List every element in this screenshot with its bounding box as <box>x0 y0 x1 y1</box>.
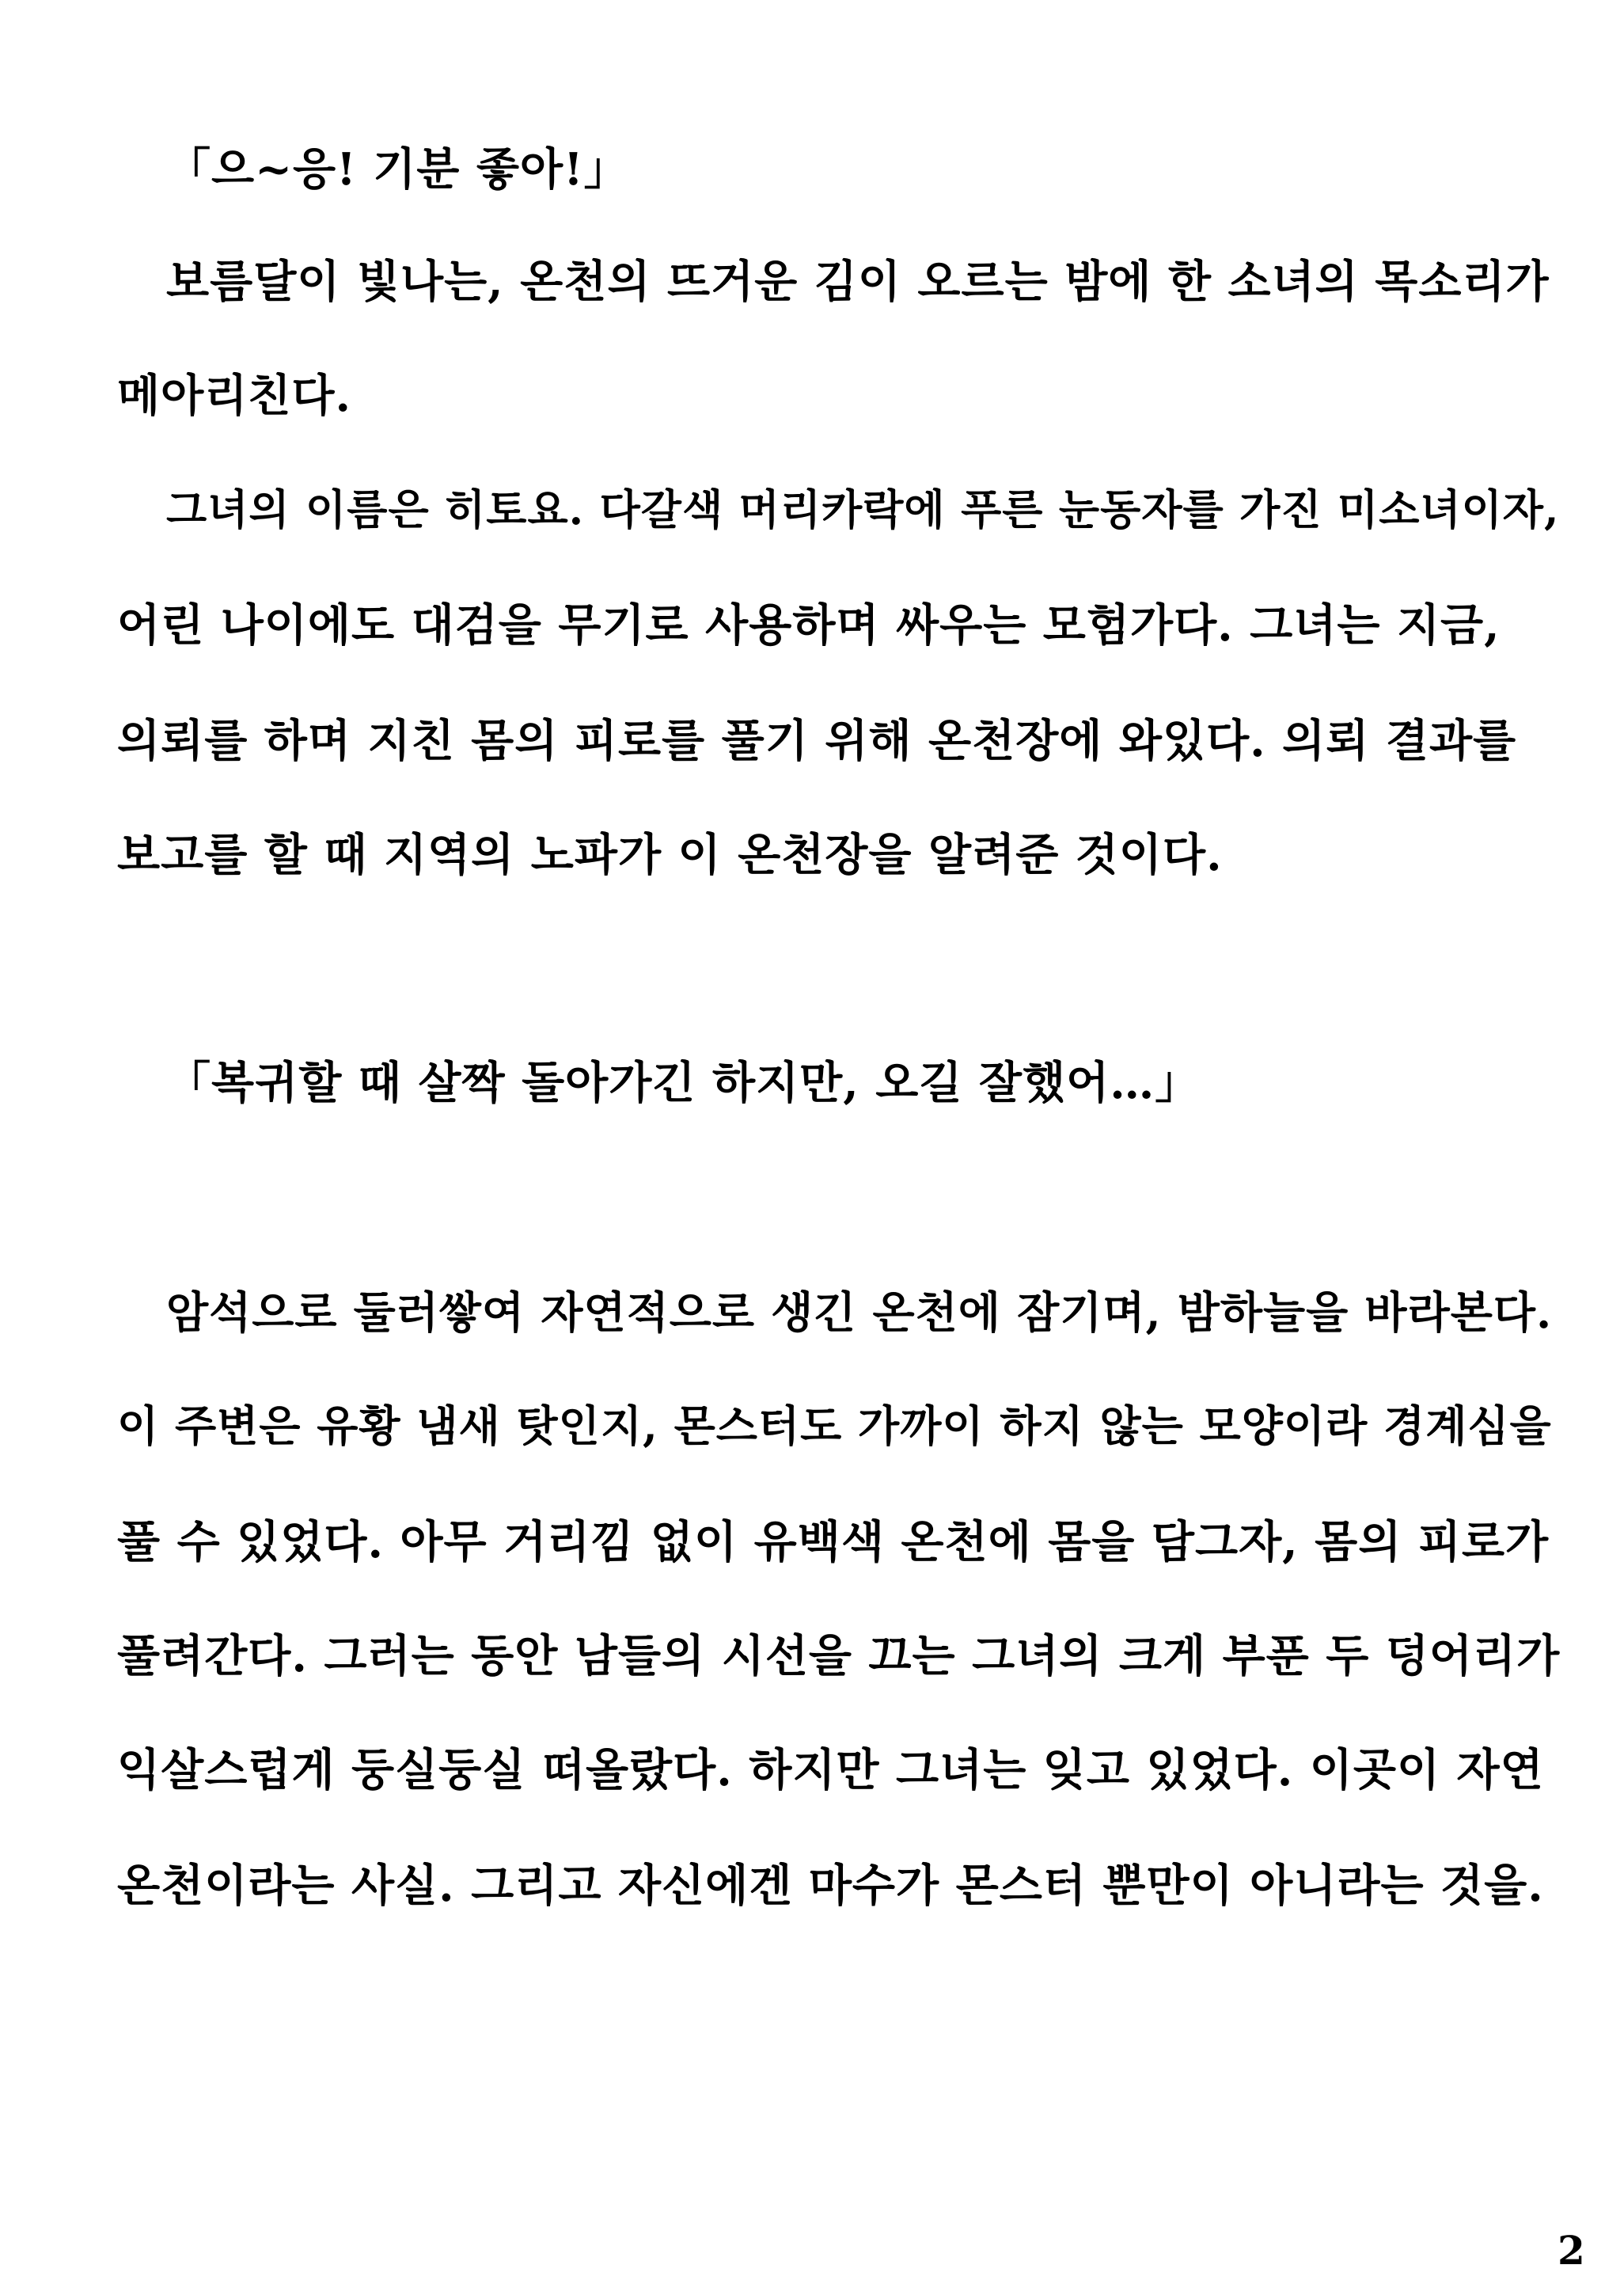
text-line: 어린 나이에도 대검을 무기로 사용하며 싸우는 모험가다. 그녀는 지금, <box>117 599 1501 652</box>
text-line: 풀 수 있었다. 아무 거리낌 없이 유백색 온천에 몸을 담그자, 몸의 피로가 <box>117 1516 1550 1568</box>
text-line: 이 주변은 유황 냄새 탓인지, 몬스터도 가까이 하지 않는 모양이라 경계심을 <box>117 1400 1552 1451</box>
text-line: 풀려간다. 그러는 동안 남들의 시선을 끄는 그녀의 크게 부푼 두 덩어리가 <box>117 1630 1561 1682</box>
text-line: 보름달이 빛나는, 온천의 뜨거운 김이 오르는 밤에 한 소녀의 목소리가 <box>166 256 1550 308</box>
text-line: 암석으로 둘러쌓여 자연적으로 생긴 온천에 잠기며, 밤하늘을 바라본다. <box>166 1286 1553 1338</box>
dialogue-line: 「으~응! 기분 좋아!」 <box>166 143 629 196</box>
text-line: 보고를 할 때 지역의 노파가 이 온천장을 알려준 것이다. <box>117 829 1223 881</box>
dialogue-line: 「복귀할 때 살짝 돌아가긴 하지만, 오길 잘했어…」 <box>166 1057 1201 1109</box>
page-number: 2 <box>1558 2227 1585 2274</box>
text-line: 메아리친다. <box>117 370 351 422</box>
text-line: 온천이라는 사실. 그리고 자신에겐 마수가 몬스터 뿐만이 아니라는 것을. <box>117 1860 1544 1912</box>
text-line: 익살스럽게 둥실둥실 떠올랐다. 하지만 그녀는 잊고 있었다. 이곳이 자연 <box>117 1744 1544 1796</box>
text-line: 그녀의 이름은 히토요. 다갈색 머리카락에 푸른 눈동자를 가진 미소녀이자, <box>166 485 1560 534</box>
text-line: 의뢰를 하며 지친 몸의 피로를 풀기 위해 온천장에 와있다. 의뢰 결과를 <box>117 715 1517 767</box>
